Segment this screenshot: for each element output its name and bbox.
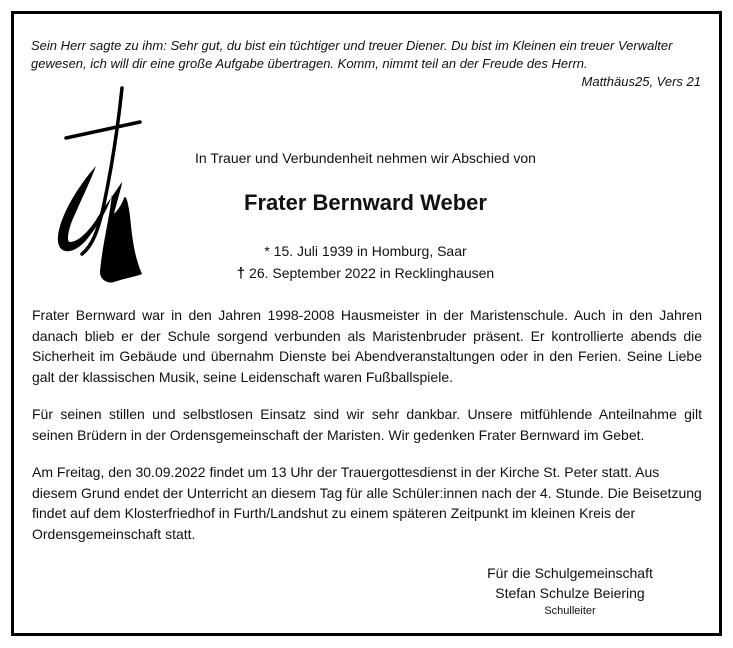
death-line: [168, 262, 563, 285]
birth-date: * 15. Juli 1939 in Homburg, Saar: [264, 243, 467, 259]
paragraph-funeral-info: Am Freitag, den 30.09.2022 findet um 13 Uhr der Trauergottesdienst in der Kirche St. Peter statt. Aus diesem Grund endet der Unterricht an diesem Tag für alle Schüler:innen nach der 4. Stunde. Die Beisetzung findet auf dem Klosterfriedhof in Furth/Landshut zu einem späteren Zeitpunkt im kleinen Kreis der Ordensgemeinschaft statt.: [32, 464, 702, 542]
deceased-name: Frater Bernward Weber: [244, 190, 487, 215]
intro-text: In Trauer und Verbundenheit nehmen wir Abschied von: [195, 150, 536, 166]
cross-calligraphy-icon: [52, 86, 164, 286]
signature-name: Stefan Schulze Beiering: [495, 585, 645, 601]
signature-line-1: Für die Schulgemeinschaft: [487, 565, 653, 581]
death-cross-icon: †: [236, 265, 246, 282]
death-date: 26. September 2022 in Recklinghausen: [249, 265, 495, 281]
paragraph-biography: Frater Bernward war in den Jahren 1998-2008 Hausmeister in der Maristenschule. Auch in den Jahren danach blieb er der Schule sorgend verbunden als Maristenbruder präsent. Er kontrollierte abends die Sicherheit im Gebäude und übernahm Dienste bei Abendveranstaltungen oder in den Ferien. Seine Liebe galt der klassischen Musik, seine Leidenschaft waren Fußballspiele.: [32, 307, 702, 385]
quote-text: Sein Herr sagte zu ihm: Sehr gut, du bist ein tüchtiger und treuer Diener. Du bist im Kleinen ein treuer Verwalter gewesen, ich will dir eine große Aufgabe übertragen. Komm, nimmt teil an der Freude des Herrn.: [31, 38, 673, 71]
signature-role: Schulleiter: [544, 605, 596, 617]
life-dates: [168, 240, 563, 285]
bible-quote: [31, 37, 701, 91]
signature-block: [470, 563, 670, 619]
paragraph-gratitude: Für seinen stillen und selbstlosen Einsatz sind wir sehr dankbar. Unsere mitfühlende Anteilnahme gilt seinen Brüdern in der Ordensgemeinschaft der Maristen. Wir gedenken Frater Bernward im Gebet.: [32, 406, 702, 443]
quote-reference: Matthäus25, Vers 21: [581, 74, 701, 89]
